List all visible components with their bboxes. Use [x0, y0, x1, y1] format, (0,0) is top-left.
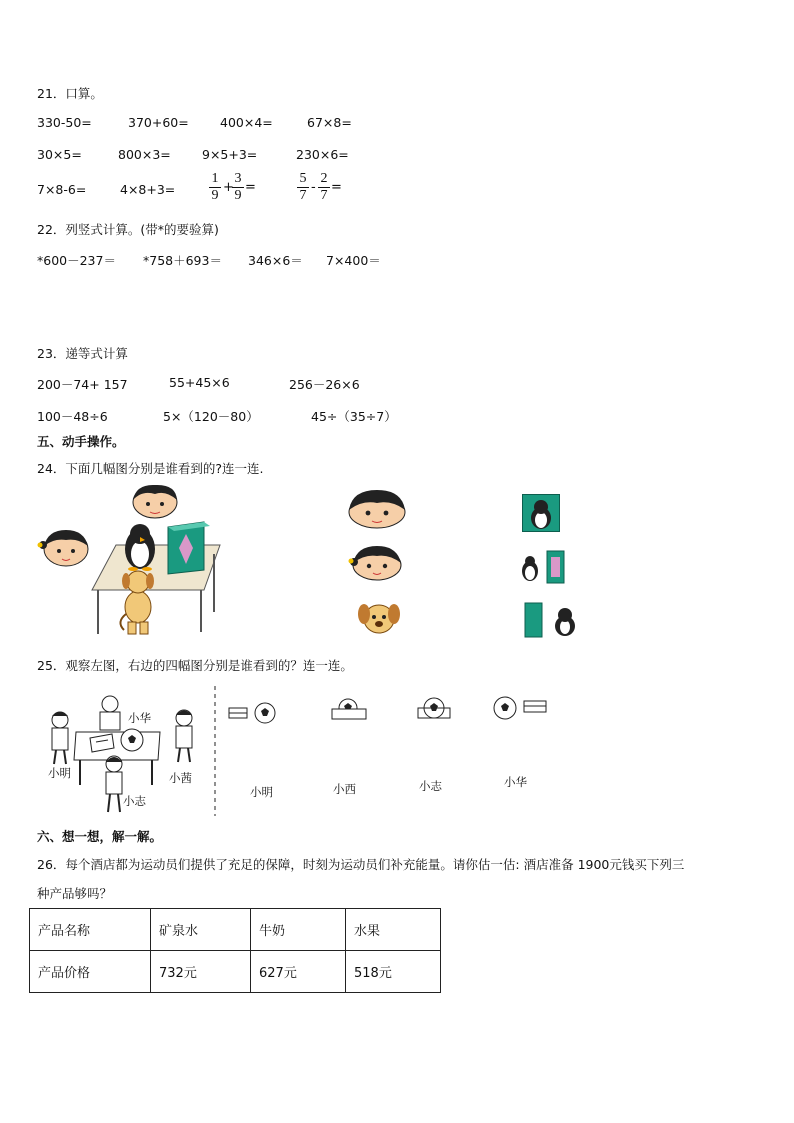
q23-title: 23．递等式计算: [37, 346, 128, 361]
girl-head-icon: [38, 530, 89, 566]
q21-r1-c4: 67×8=: [307, 115, 352, 130]
q23-r1-c2: 55+45×6: [169, 375, 230, 390]
table-cell: 518元: [346, 951, 441, 993]
q22-item-4: 7×400＝: [326, 253, 381, 268]
q25-label-xiaozhi: 小志: [123, 794, 146, 808]
q24-view-box-left-penguin-right-icon: [524, 602, 580, 638]
table-cell: 牛奶: [251, 909, 346, 951]
q25-label-xiaoqian: 小茜: [169, 771, 192, 785]
q23-r2-c3: 45÷（35÷7）: [311, 409, 397, 424]
q24-scene-illustration: [36, 482, 226, 642]
q21-r1-c2: 370+60=: [128, 115, 189, 130]
q22-title: 22．列竖式计算。(带*的要验算): [37, 222, 219, 237]
q25-view-ball-box-icon: [492, 696, 550, 722]
q25-view-box-ball-icon: [228, 701, 280, 725]
table-row: [30, 909, 441, 951]
section-6-heading: 六、想一想，解一解。: [37, 829, 163, 844]
fraction-1-9: 1 9: [209, 171, 221, 203]
q21-r2-c3: 9×5+3=: [202, 147, 258, 162]
box-icon: [168, 522, 210, 574]
q22-item-2: *758＋693＝: [143, 253, 222, 268]
q26-text-line2: 种产品够吗？: [37, 886, 113, 901]
q26-text-line1: 26．每个酒店都为运动员们提供了充足的保障，时刻为运动员们补充能量。请你估一估: 酒店准备 1900元钱买下列三: [37, 857, 685, 872]
q25-title: 25．观察左图，右边的四幅图分别是谁看到的？连一连。: [37, 658, 353, 673]
q21-r1-c3: 400×4=: [220, 115, 273, 130]
q25-view-label-1: 小明: [250, 785, 273, 799]
q25-view-label-2: 小西: [333, 782, 356, 796]
table-cell: 732元: [151, 951, 251, 993]
table-cell: 627元: [251, 951, 346, 993]
plus-sign: +: [223, 180, 234, 195]
product-price-table: [29, 908, 441, 993]
q21-r1-c1: 330-50=: [37, 115, 92, 130]
equals-sign-2: =: [331, 180, 342, 195]
boy-head-icon: [133, 485, 177, 518]
q24-girl-face-icon: [349, 542, 405, 582]
q23-r2-c1: 100－48÷6: [37, 409, 108, 424]
q24-view-box-with-penguin-icon: [522, 494, 560, 532]
section-5-heading: 五、动手操作。: [37, 434, 125, 449]
q21-r3-c2: 4×8+3=: [120, 182, 176, 197]
q25-view-label-4: 小华: [504, 775, 527, 789]
fraction-3-9: 3 9: [232, 171, 244, 203]
q21-r2-c4: 230×6=: [296, 147, 349, 162]
q23-r1-c3: 256－26×6: [289, 377, 360, 392]
q23-r1-c1: 200－74+ 157: [37, 377, 128, 392]
q23-r2-c2: 5×（120－80）: [163, 409, 259, 424]
fraction-5-7: 5 7: [297, 171, 309, 203]
q24-title: 24．下面几幅图分别是谁看到的?连一连.: [37, 461, 264, 476]
minus-sign: -: [311, 180, 316, 195]
q24-dog-face-icon: [357, 599, 401, 637]
table-cell: 矿泉水: [151, 909, 251, 951]
equals-sign: =: [245, 180, 256, 195]
q24-boy-face-icon: [346, 488, 408, 530]
q21-title: 21．口算。: [37, 86, 103, 101]
q25-dashed-divider: [213, 686, 217, 816]
q21-r2-c1: 30×5=: [37, 147, 82, 162]
q24-view-penguin-left-box-right-icon: [519, 549, 567, 585]
dog-icon: [120, 571, 154, 634]
q25-label-xiaoming: 小明: [48, 766, 71, 780]
q25-view-ball-box-overlap-icon: [416, 696, 454, 722]
fraction-2-7: 2 7: [318, 171, 330, 203]
q21-r3-c1: 7×8-6=: [37, 182, 87, 197]
table-row: [30, 951, 441, 993]
q25-view-label-3: 小志: [419, 779, 442, 793]
q22-item-3: 346×6＝: [248, 253, 303, 268]
table-cell: 产品价格: [30, 951, 151, 993]
q21-r2-c2: 800×3=: [118, 147, 171, 162]
q25-label-xiaohua: 小华: [128, 711, 151, 725]
table-cell: 产品名称: [30, 909, 151, 951]
table-cell: 水果: [346, 909, 441, 951]
q25-view-ball-behind-box-icon: [330, 697, 370, 723]
q22-item-1: *600－237＝: [37, 253, 116, 268]
